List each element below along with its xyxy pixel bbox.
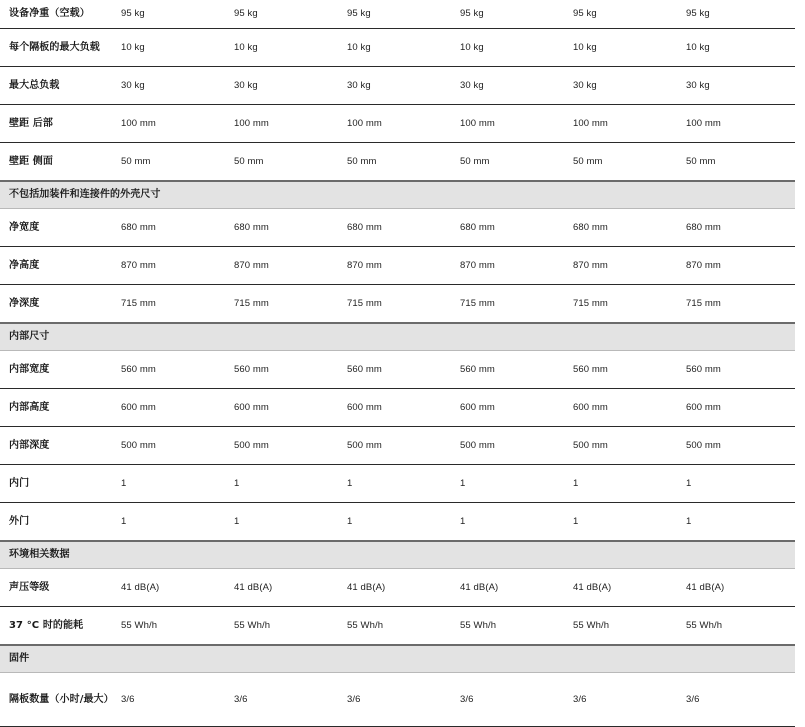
row-value: 41 dB(A) [347,582,386,593]
row-value: 680 mm [234,222,269,233]
row-value: 680 mm [686,222,721,233]
row-value: 600 mm [460,402,495,413]
row-value: 95 kg [121,8,145,19]
table-row [0,209,795,247]
row-value: 560 mm [573,364,608,375]
row-label: 内部高度 [9,401,50,413]
section-header-row [0,181,795,209]
row-value: 1 [121,478,127,489]
row-value: 41 dB(A) [234,582,273,593]
row-value: 55 Wh/h [347,620,384,631]
row-value: 50 mm [121,156,151,167]
row-value: 560 mm [347,364,382,375]
section-divider [0,540,795,542]
row-label: 37 °C 时的能耗 [9,619,84,631]
table-row [0,427,795,465]
section-divider [0,644,795,646]
row-value: 10 kg [347,42,371,53]
row-value: 1 [121,516,127,527]
row-label: 外门 [9,515,30,527]
row-value: 715 mm [234,298,269,309]
row-value: 55 Wh/h [234,620,271,631]
row-value: 95 kg [460,8,484,19]
section-title: 环境相关数据 [9,548,70,560]
row-label: 净深度 [9,297,40,309]
row-value: 95 kg [573,8,597,19]
row-value: 55 Wh/h [121,620,158,631]
table-row [0,503,795,541]
row-label: 壁距 侧面 [9,155,53,167]
row-value: 870 mm [121,260,156,271]
row-value: 3/6 [347,694,361,705]
row-value: 50 mm [686,156,716,167]
row-value: 41 dB(A) [460,582,499,593]
row-value: 715 mm [347,298,382,309]
row-value: 50 mm [234,156,264,167]
row-label: 壁距 后部 [9,117,53,129]
row-value: 715 mm [460,298,495,309]
row-value: 680 mm [121,222,156,233]
row-value: 50 mm [460,156,490,167]
table-row [0,607,795,645]
row-label: 声压等级 [9,581,50,593]
row-value: 3/6 [460,694,474,705]
row-value: 1 [234,516,240,527]
row-value: 870 mm [573,260,608,271]
row-label: 净高度 [9,259,40,271]
row-value: 100 mm [573,118,608,129]
row-value: 560 mm [121,364,156,375]
row-value: 1 [573,478,579,489]
row-value: 715 mm [686,298,721,309]
section-divider [0,180,795,182]
row-label: 最大总负载 [9,79,60,91]
row-value: 10 kg [121,42,145,53]
row-value: 680 mm [347,222,382,233]
row-value: 560 mm [686,364,721,375]
row-label: 隔板数量（小时/最大） [9,693,114,705]
row-value: 100 mm [686,118,721,129]
table-row [0,29,795,67]
section-title: 固件 [9,652,30,664]
row-value: 41 dB(A) [573,582,612,593]
row-value: 715 mm [573,298,608,309]
section-title: 不包括加装件和连接件的外壳尺寸 [9,188,161,200]
row-value: 560 mm [460,364,495,375]
section-title: 内部尺寸 [9,330,50,342]
table-row [0,351,795,389]
row-value: 41 dB(A) [686,582,725,593]
row-value: 600 mm [573,402,608,413]
row-value: 41 dB(A) [121,582,160,593]
table-row [0,569,795,607]
row-value: 600 mm [347,402,382,413]
row-value: 1 [460,516,466,527]
table-row [0,105,795,143]
row-label: 设备净重（空载） [9,7,90,19]
row-value: 1 [573,516,579,527]
row-value: 680 mm [573,222,608,233]
row-value: 870 mm [686,260,721,271]
row-value: 30 kg [460,80,484,91]
row-value: 55 Wh/h [460,620,497,631]
row-label: 净宽度 [9,221,40,233]
row-value: 870 mm [460,260,495,271]
row-value: 30 kg [573,80,597,91]
row-value: 10 kg [573,42,597,53]
row-value: 1 [686,478,692,489]
row-value: 500 mm [121,440,156,451]
row-label: 内部深度 [9,439,50,451]
row-value: 600 mm [234,402,269,413]
row-value: 3/6 [573,694,587,705]
row-value: 870 mm [234,260,269,271]
row-value: 1 [460,478,466,489]
row-value: 10 kg [686,42,710,53]
row-value: 870 mm [347,260,382,271]
row-value: 100 mm [460,118,495,129]
row-value: 1 [347,516,353,527]
row-value: 1 [686,516,692,527]
row-value: 715 mm [121,298,156,309]
table-row [0,0,795,29]
row-value: 30 kg [347,80,371,91]
row-value: 95 kg [686,8,710,19]
row-value: 50 mm [347,156,377,167]
table-row [0,673,795,727]
row-value: 50 mm [573,156,603,167]
row-value: 55 Wh/h [686,620,723,631]
row-value: 500 mm [573,440,608,451]
row-value: 600 mm [121,402,156,413]
row-value: 680 mm [460,222,495,233]
section-header-row [0,323,795,351]
table-row [0,285,795,323]
row-value: 30 kg [121,80,145,91]
table-row [0,389,795,427]
section-header-row [0,645,795,673]
section-divider [0,322,795,324]
row-value: 3/6 [686,694,700,705]
table-row [0,247,795,285]
row-value: 500 mm [460,440,495,451]
row-label: 内部宽度 [9,363,50,375]
row-value: 30 kg [234,80,258,91]
table-row [0,67,795,105]
row-value: 500 mm [686,440,721,451]
row-value: 100 mm [347,118,382,129]
table-row [0,465,795,503]
table-row [0,143,795,181]
row-label: 每个隔板的最大负载 [9,41,100,53]
row-value: 3/6 [234,694,248,705]
row-value: 95 kg [234,8,258,19]
row-value: 3/6 [121,694,135,705]
row-value: 1 [234,478,240,489]
row-value: 30 kg [686,80,710,91]
row-value: 1 [347,478,353,489]
row-value: 560 mm [234,364,269,375]
row-value: 95 kg [347,8,371,19]
section-header-row [0,541,795,569]
row-value: 55 Wh/h [573,620,610,631]
row-value: 100 mm [234,118,269,129]
row-value: 10 kg [460,42,484,53]
row-label: 内门 [9,477,30,489]
row-value: 500 mm [347,440,382,451]
row-value: 600 mm [686,402,721,413]
row-value: 100 mm [121,118,156,129]
row-value: 500 mm [234,440,269,451]
row-value: 10 kg [234,42,258,53]
